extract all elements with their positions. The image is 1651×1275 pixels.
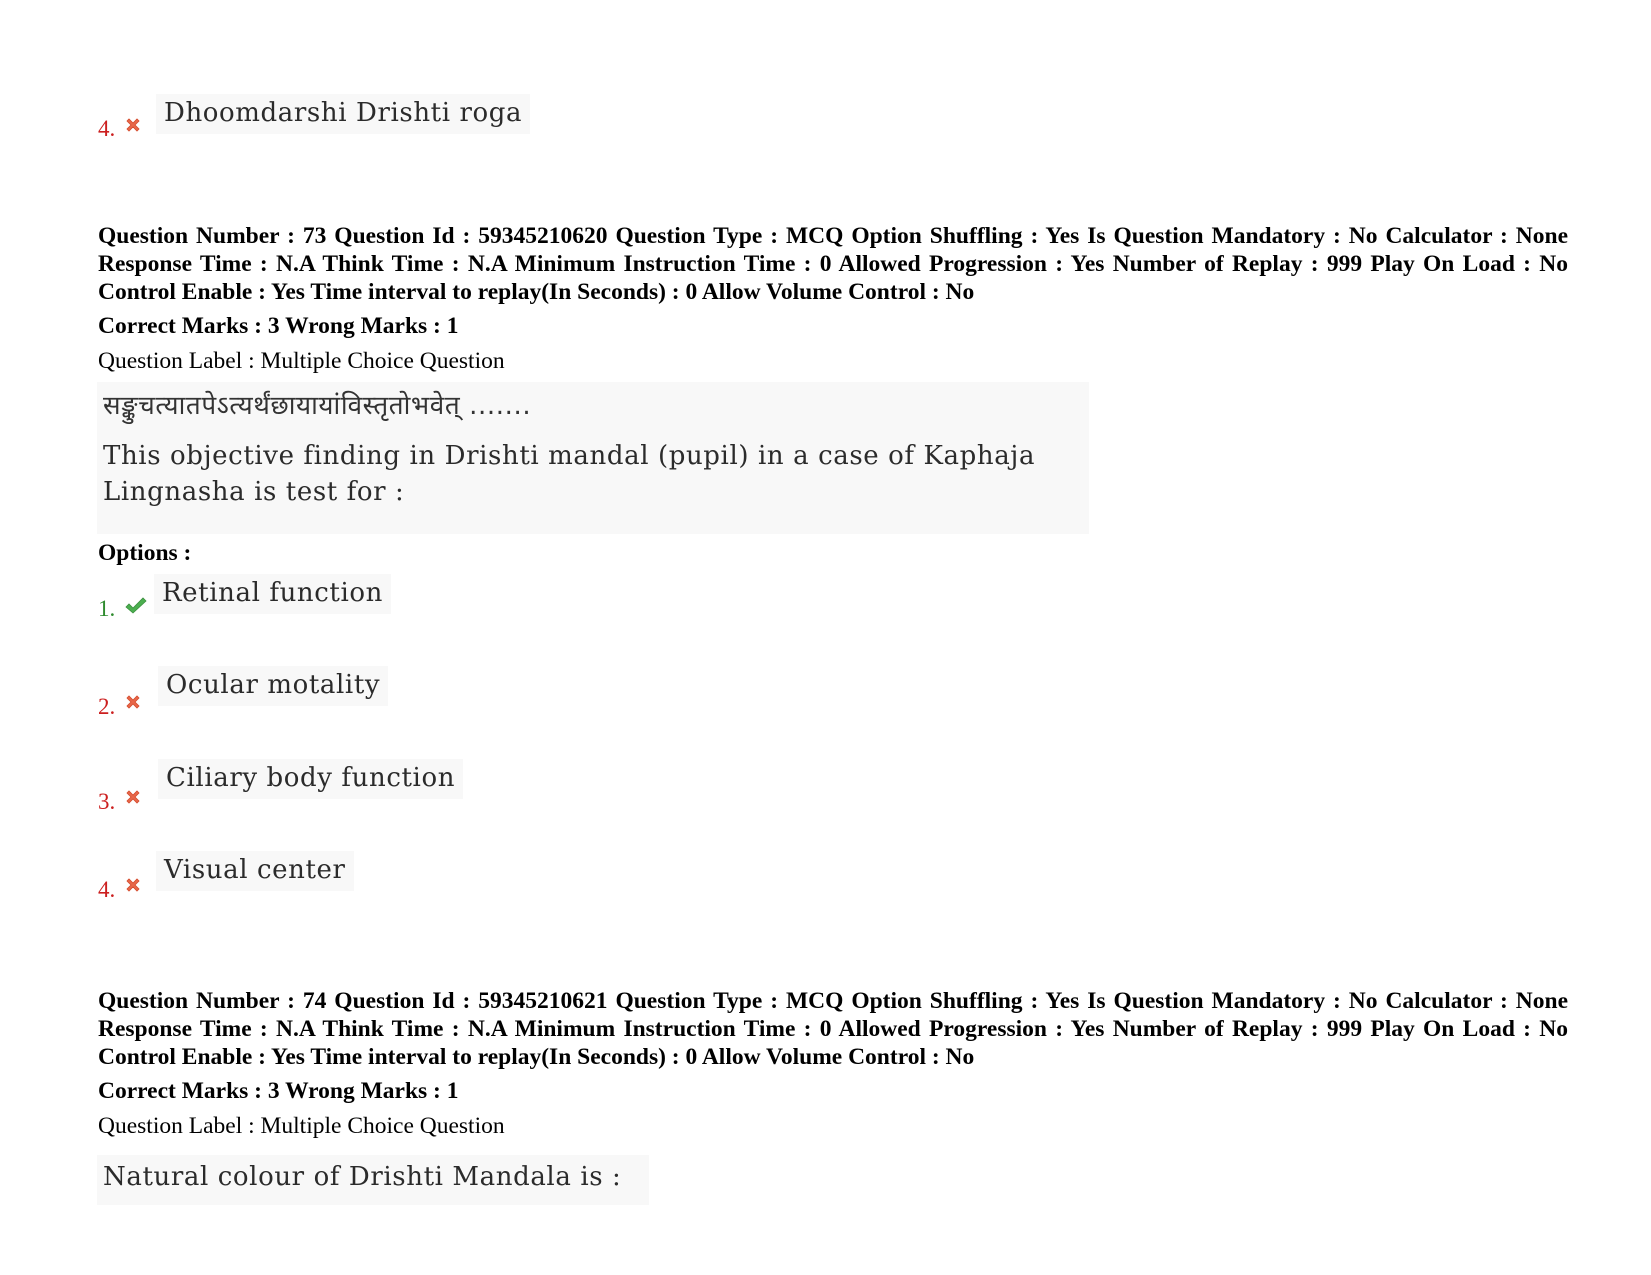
options-heading: Options :: [98, 540, 192, 566]
question-74-label: Question Label : Multiple Choice Question: [98, 1113, 505, 1139]
wrong-cross-icon: [123, 787, 143, 807]
option-text: Visual center: [156, 851, 354, 891]
question-73-marks: Correct Marks : 3 Wrong Marks : 1: [98, 313, 459, 339]
option-number: 4.: [98, 116, 116, 141]
question-73-image: [97, 382, 1089, 534]
option-text: Retinal function: [154, 574, 391, 614]
wrong-cross-icon: [123, 692, 143, 712]
question-text-line-1: Natural colour of Drishti Mandala is :: [103, 1162, 622, 1192]
option-text: Ocular motality: [158, 666, 388, 706]
option-number: 3.: [98, 789, 116, 814]
option-number: 4.: [98, 877, 116, 902]
option-text: Ciliary body function: [158, 759, 463, 799]
question-74-image: [97, 1155, 649, 1205]
wrong-cross-icon: [123, 875, 143, 895]
question-74-meta: Question Number : 74 Question Id : 59345210621 Question Type : MCQ Option Shuffling : Yes Is Question Mandatory : No Calculator : None Response Time : N.A Think Time : N.A Minimum Instruction Time : 0 Allowed Progression : Yes Number of Replay : 999 Play On Load : No Control Enable : Yes Time interval to replay(In Seconds) : 0 Allow Volume Control : No: [98, 988, 1568, 1070]
correct-check-icon: [123, 596, 149, 616]
wrong-cross-icon: [123, 115, 143, 135]
option-number: 2.: [98, 694, 116, 719]
question-74-marks: Correct Marks : 3 Wrong Marks : 1: [98, 1078, 459, 1104]
question-text-line-1: This objective finding in Drishti mandal (pupil) in a case of Kaphaja: [103, 441, 1036, 471]
question-73-label: Question Label : Multiple Choice Question: [98, 348, 505, 374]
option-number: 1.: [98, 596, 116, 621]
sanskrit-verse: सङ्कुचत्यातपेऽत्यर्थंछायायांविस्तृतोभवेत् .......: [103, 391, 532, 421]
question-73-meta: Question Number : 73 Question Id : 59345210620 Question Type : MCQ Option Shuffling : Yes Is Question Mandatory : No Calculator : None Response Time : N.A Think Time : N.A Minimum Instruction Time : 0 Allowed Progression : Yes Number of Replay : 999 Play On Load : No Control Enable : Yes Time interval to replay(In Seconds) : 0 Allow Volume Control : No: [98, 223, 1568, 305]
question-text-line-2: Lingnasha is test for :: [103, 477, 405, 507]
option-text: Dhoomdarshi Drishti roga: [156, 94, 530, 134]
